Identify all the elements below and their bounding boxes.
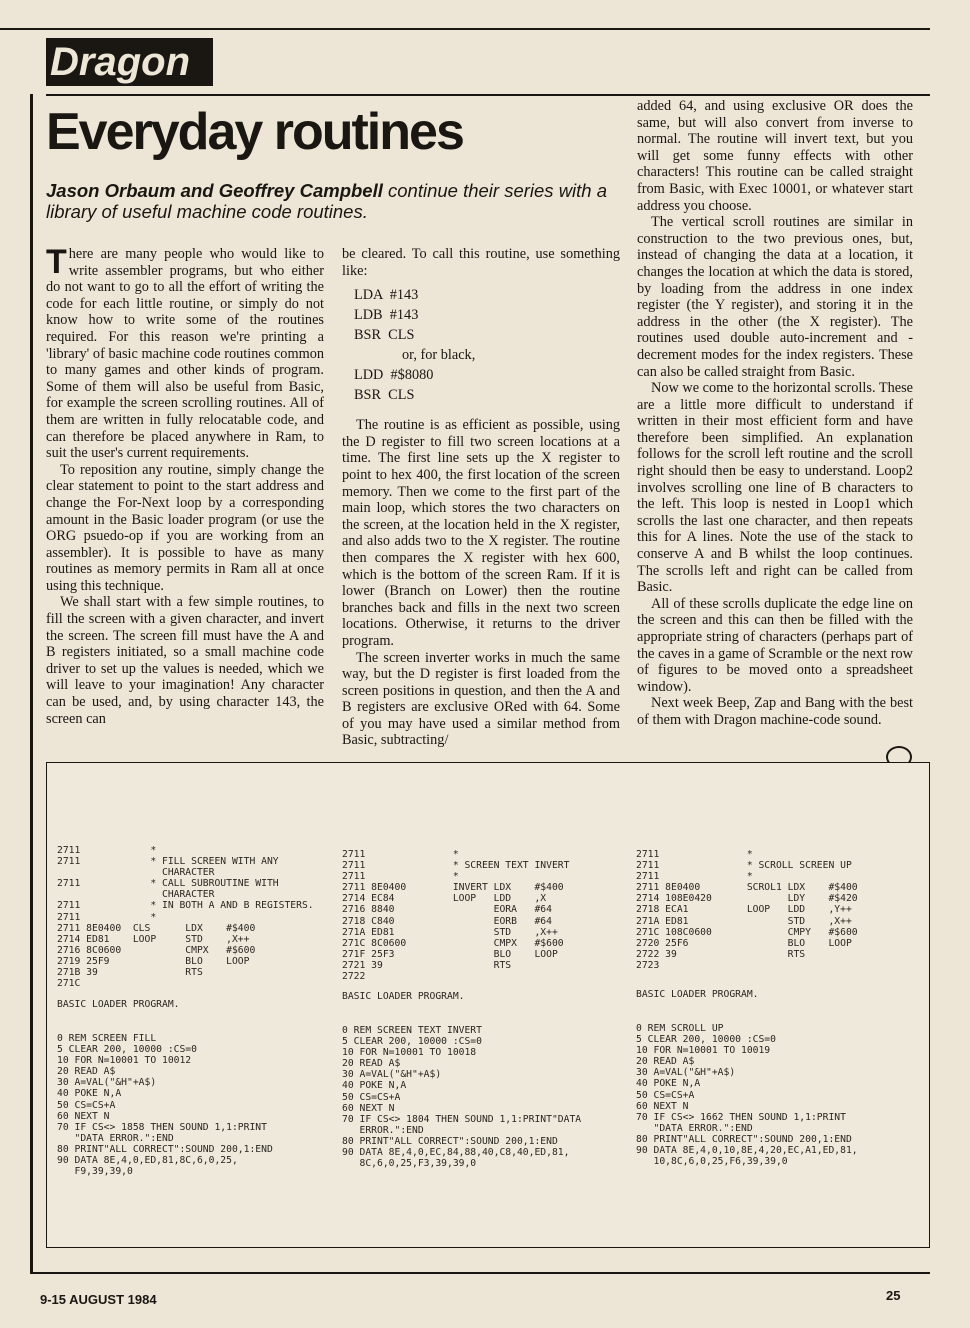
section-tab: Dragon — [46, 38, 213, 86]
body-column-2 — [342, 246, 620, 749]
paragraph: be cleared. To call this routine, use something like: — [342, 246, 620, 279]
fill-screen-basic-listing: 0 REM SCREEN FILL 5 CLEAR 200, 10000 :CS=0 10 FOR N=10001 TO 10012 20 READ A$ 30 A=VAL("&H"+A$) 40 POKE N,A 50 CS=CS+A 60 NEXT N 70 IF CS<> 1858 THEN SOUND 1,1:PRINT "DATA ERROR.":END 80 PRINT"ALL CORRECT":SOUND 200,1:END 90 DATA 8E,4,0,ED,81,8C,6,0,25, F9,39,39,0 — [57, 1033, 273, 1178]
bottom-rule — [30, 1272, 930, 1274]
top-rule — [0, 28, 930, 30]
headline: Everyday routines — [46, 103, 463, 161]
standfirst-text: continue their series with a library of useful machine code routines. — [46, 180, 608, 222]
header-rule — [46, 94, 930, 96]
paragraph: The screen inverter works in much the same way, but the D register is first loaded from the screen positions in question, and then the A and B registers are exclusive ORed with 64. Some of you may have used a similar method from Basic, subtracting/ — [342, 649, 620, 749]
left-margin-rule — [30, 94, 33, 1274]
listing-panel — [46, 762, 930, 1248]
paragraph: We shall start with a few simple routines, to fill the screen with a given character, and invert the screen. The screen fill must have the A and B registers initiated, so a small machine code driver to set up the values is needed, which we will leave to your imagination! Any character can be used, and, by using character 143, the screen can — [46, 594, 324, 727]
standfirst-authors: Jason Orbaum and Geoffrey Campbell — [46, 180, 383, 201]
paragraph: Next week Beep, Zap and Bang with the best of them with Dragon machine-code sound. — [637, 695, 913, 728]
asm-line: BSR CLS — [354, 327, 415, 344]
standfirst — [46, 180, 626, 222]
body-column-3 — [637, 98, 913, 729]
fill-basic-loader-label: BASIC LOADER PROGRAM. — [57, 999, 180, 1010]
asm-or-text: or, for black, — [402, 347, 476, 364]
fill-screen-asm-listing: 2711 * 2711 * FILL SCREEN WITH ANY CHARACTER 2711 * CALL SUBROUTINE WITH CHARACTER 2711 * IN BOTH A AND B REGISTERS. 2711 * 2711 8E0400 CLS LDX #$400 2714 ED81 LOOP STD ,X++ 2716 8C0600 CMPX #$600 2719 25F9 BLO LOOP 271B 39 RTS 271C — [57, 845, 314, 990]
asm-line: BSR CLS — [354, 387, 415, 404]
invert-asm-listing: 2711 * 2711 * SCREEN TEXT INVERT 2711 * 2711 8E0400 INVERT LDX #$400 2714 EC84 LOOP LDD ,X 2716 8840 EORA #64 2718 C840 EORB #64 271A ED81 STD ,X++ 271C 8C0600 CMPX #$600 271F 25F3 BLO LOOP 2721 39 RTS 2722 — [342, 849, 570, 983]
drop-cap: T — [46, 243, 67, 281]
paragraph: The vertical scroll routines are similar in construction to the two previous ones, but, instead of changing the data at a location, it changes the location at which the data is stored, by loading from the address in one index register (the Y register), and storing it in the address in the other (the X register). The routines used double auto-increment and -decrement modes for the index registers. These can also be called straight from Basic. — [637, 214, 913, 380]
invert-basic-loader-label: BASIC LOADER PROGRAM. — [342, 991, 465, 1002]
paragraph: All of these scrolls duplicate the edge line on the screen and this can then be filled with the appropriate string of characters (perhaps part of the caves in a game of Scramble or the next row of figures to be moved onto a spreadsheet window). — [637, 595, 913, 695]
paragraph: The routine is as efficient as possible, using the D register to fill two screen locations at a time. The first line sets up the X register to point to hex 400, the first location of the screen memory. Then we come to the first part of the main loop, which stores the two characters on the screen, at the location held in the X register, and also adds two to the X register. The routine then compares the X register with hex 600, which is the bottom of the screen Ram. If it is lower (Branch on Lower) then the routine branches back and fills in the next two screen locations. Otherwise, it returns to the driver program. — [342, 417, 620, 649]
paragraph: To reposition any routine, simply change the clear statement to point to the start address and change the For-Next loop by a corresponding amount in the Basic loader program (or use the ORG psuedo-op if you are working from an assembler). It is possible to have as many routines as memory permits in Ram all at once using this technique. — [46, 461, 324, 594]
asm-line: LDD #$8080 — [354, 367, 434, 384]
asm-example — [354, 285, 620, 405]
paragraph: added 64, and using exclusive OR does the same, but will also convert from inverse to normal. The routine will invert text, but you will get some funny effects with other characters! This routine can be called straight from Basic, with Exec 10001, or whatever start address you choose. — [637, 98, 913, 214]
page-number: 25 — [886, 1288, 901, 1303]
asm-line: LDA #143 — [354, 287, 419, 304]
paragraph: Now we come to the horizontal scrolls. These are a little more difficult to understand if written in their most efficient form and have therefore been simplified. An explanation follows for the scroll left routine and the scroll right should then be easy to understand. Loop2 involves scrolling one line of B characters to the left. This loop is nested in Loop1 which scrolls the last one character, and then repeats this for A lines. Note the use of the stack to conserve A and B whilst the loop continues. The scrolls left and right can be called from Basic. — [637, 380, 913, 596]
scroll-up-basic-listing: 0 REM SCROLL UP 5 CLEAR 200, 10000 :CS=0 10 FOR N=10001 TO 10019 20 READ A$ 30 A=VAL("&H"+A$) 40 POKE N,A 50 CS=CS+A 60 NEXT N 70 IF CS<> 1662 THEN SOUND 1,1:PRINT "DATA ERROR.":END 80 PRINT"ALL CORRECT":SOUND 200,1:END 90 DATA 8E,4,0,10,8E,4,20,EC,A1,ED,81, 10,8C,6,0,25,F6,39,39,0 — [636, 1023, 858, 1168]
issue-date: 9-15 AUGUST 1984 — [40, 1292, 157, 1307]
asm-line: LDB #143 — [354, 307, 419, 324]
scroll-basic-loader-label: BASIC LOADER PROGRAM. — [636, 989, 759, 1000]
invert-basic-listing: 0 REM SCREEN TEXT INVERT 5 CLEAR 200, 10000 :CS=0 10 FOR N=10001 TO 10018 20 READ A$ 30 A=VAL("&H"+A$) 40 POKE N,A 50 CS=CS+A 60 NEXT N 70 IF CS<> 1804 THEN SOUND 1,1:PRINT"DATA ERROR.":END 80 PRINT"ALL CORRECT":SOUND 200,1:END 90 DATA 8E,4,0,EC,84,88,40,C8,40,ED,81, 8C,6,0,25,F3,39,39,0 — [342, 1025, 582, 1170]
body-column-1 — [46, 243, 324, 727]
scroll-up-asm-listing: 2711 * 2711 * SCROLL SCREEN UP 2711 * 2711 8E0400 SCROL1 LDX #$400 2714 108E0420 LDY #$420 2718 ECA1 LOOP LDD ,Y++ 271A ED81 STD ,X++ 271C 108C0600 CMPY #$600 2720 25F6 BLO LOOP 2722 39 RTS 2723 — [636, 849, 858, 971]
paragraph: There are many people who would like to write assembler programs, but who either do not want to go to all the effort of writing the code for each little routine, or simply do not know how to write some of the routines required. For this reason we're printing a 'library' of basic machine code routines common to many games and other kinds of program. Some of them will also be useful from Basic, for example the screen scrolling routines. All of them are written in fully relocatable code, and can therefore be placed anywhere in Ram, to suit the user's current requirements. — [46, 243, 324, 462]
